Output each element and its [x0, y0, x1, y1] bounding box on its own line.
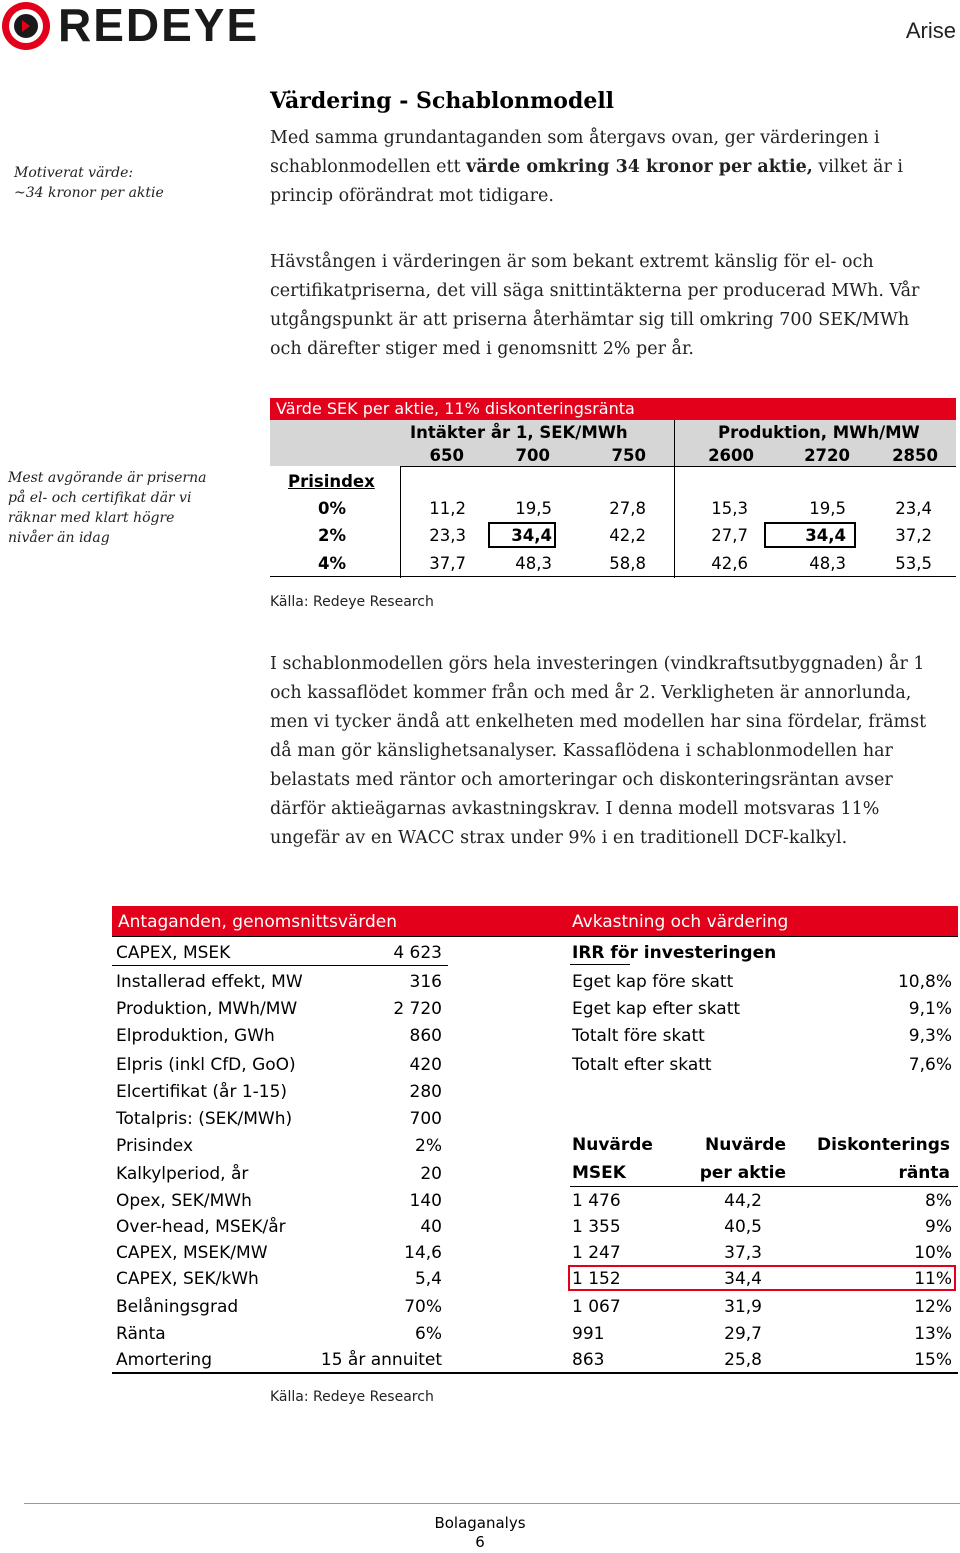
assumption-label: CAPEX, SEK/kWh	[116, 1269, 259, 1289]
table-title-right: Avkastning och värdering	[572, 912, 789, 932]
assumption-label: Ränta	[116, 1324, 166, 1344]
npv-cell: 1 152	[572, 1269, 621, 1289]
redeye-eye-icon	[0, 0, 52, 52]
assumption-value: 20	[420, 1164, 442, 1184]
table-cell: 58,8	[609, 554, 646, 573]
page-number: 6	[475, 1533, 485, 1551]
paragraph-line: certifikatpriserna, det vill säga snittintäkterna per producerad MWh. Vår	[270, 281, 920, 301]
paragraph-line: Med samma grundantaganden som återgavs ovan, ger värderingen i	[270, 128, 880, 148]
irr-title: IRR för investeringen	[572, 943, 777, 963]
paragraph-line: därför aktieägarnas avkastningskrav. I denna modell motsvaras 11%	[270, 799, 880, 819]
paragraph-line: då man gör känslighetsanalyser. Kassaflödena i schablonmodellen har	[270, 741, 893, 761]
npv-header: ränta	[898, 1163, 950, 1183]
npv-cell: 37,3	[724, 1243, 762, 1263]
table-cell: 27,8	[609, 499, 646, 518]
npv-cell: 11%	[914, 1269, 952, 1289]
divider	[112, 965, 448, 966]
npv-cell: 9%	[925, 1217, 952, 1237]
npv-cell: 40,5	[724, 1217, 762, 1237]
assumption-label: Opex, SEK/MWh	[116, 1191, 252, 1211]
header-shade	[270, 420, 400, 466]
assumption-label: Elcertifikat (år 1-15)	[116, 1082, 288, 1102]
company-name: Arise	[905, 18, 956, 43]
assumption-value: 140	[409, 1191, 442, 1211]
table-cell-highlight: 34,4	[511, 526, 552, 545]
table-cell: 42,2	[609, 526, 646, 545]
column-group-production: Produktion, MWh/MW	[718, 423, 920, 442]
assumption-value: 2%	[415, 1136, 442, 1156]
divider	[400, 466, 956, 467]
brand-name: REDEYE	[58, 0, 260, 51]
row-group-label: Prisindex	[288, 472, 375, 491]
assumption-label: Kalkylperiod, år	[116, 1164, 249, 1184]
table-cell: 19,5	[515, 499, 552, 518]
assumption-value: 860	[409, 1026, 442, 1046]
column-header: 700	[515, 446, 550, 465]
paragraph-line: och kassaflödet kommer från och med år 2. Verkligheten är annorlunda,	[270, 683, 912, 703]
table-cell: 42,6	[711, 554, 748, 573]
npv-header: MSEK	[572, 1163, 626, 1183]
npv-cell: 991	[572, 1324, 605, 1344]
npv-cell: 34,4	[724, 1269, 762, 1289]
paragraph-3	[270, 650, 950, 853]
divider	[570, 1186, 958, 1187]
npv-cell: 25,8	[724, 1350, 762, 1370]
assumption-label: Over-head, MSEK/år	[116, 1217, 286, 1237]
table-cell: 23,4	[895, 499, 932, 518]
table-bottom-rule	[270, 576, 956, 577]
paragraph-line: men vi tycker ändå att enkelheten med modellen har sina fördelar, främst	[270, 712, 927, 732]
text-run: vilket är i	[812, 157, 904, 177]
paragraph-line: princip oförändrat mot tidigare.	[270, 186, 554, 206]
footer-rule	[24, 1503, 960, 1504]
column-header: 2720	[804, 446, 850, 465]
table-cell: 48,3	[809, 554, 846, 573]
assumption-label: Elproduktion, GWh	[116, 1026, 275, 1046]
valuation-sensitivity-table	[270, 398, 956, 578]
side-note-line: ~34 kronor per aktie	[14, 185, 164, 201]
table-cell: 53,5	[895, 554, 932, 573]
table-title-left: Antaganden, genomsnittsvärden	[118, 912, 398, 932]
side-note-prices	[8, 468, 206, 548]
side-note-line: på el- och certifikat där vi	[8, 490, 192, 506]
column-header: 2850	[892, 446, 938, 465]
row-label: 4%	[318, 554, 347, 573]
table-cell: 27,7	[711, 526, 748, 545]
paragraph-line: Hävstången i värderingen är som bekant extremt känslig för el- och	[270, 252, 874, 272]
irr-label: Totalt efter skatt	[572, 1055, 712, 1075]
table-cell: 37,2	[895, 526, 932, 545]
paragraph-line: utgångspunkt är att priserna återhämtar sig till omkring 700 SEK/MWh	[270, 310, 910, 330]
paragraph-line: ungefär av en WACC strax under 9% i en traditionell DCF-kalkyl.	[270, 828, 848, 848]
npv-header: Nuvärde	[572, 1135, 653, 1155]
npv-cell: 1 476	[572, 1191, 621, 1211]
assumption-label: Belåningsgrad	[116, 1297, 239, 1317]
assumption-value: 5,4	[414, 1269, 442, 1289]
npv-cell: 15%	[914, 1350, 952, 1370]
table-cell-highlight: 34,4	[805, 526, 846, 545]
table-cell: 19,5	[809, 499, 846, 518]
divider	[674, 420, 675, 578]
npv-cell: 10%	[914, 1243, 952, 1263]
side-note-line: räknar med klart högre	[8, 510, 175, 526]
column-header: 750	[611, 446, 646, 465]
assumption-value: 15 år annuitet	[320, 1350, 442, 1370]
table-cell: 23,3	[429, 526, 466, 545]
assumption-label: CAPEX, MSEK	[116, 943, 231, 963]
redeye-logo	[0, 0, 270, 52]
table-title: Värde SEK per aktie, 11% diskonteringsränta	[270, 398, 956, 420]
row-label: 2%	[318, 526, 347, 545]
section-title: Värdering - Schablonmodell	[270, 88, 615, 114]
side-note-line: Mest avgörande är priserna	[8, 470, 207, 486]
divider	[112, 936, 958, 937]
irr-value: 7,6%	[908, 1055, 952, 1075]
assumption-value: 4 623	[393, 943, 442, 963]
side-note-line: Motiverat värde:	[14, 165, 134, 181]
npv-cell: 31,9	[724, 1297, 762, 1317]
paragraph-line: och därefter stiger med i genomsnitt 2% per år.	[270, 339, 694, 359]
paragraph-1	[270, 124, 950, 211]
side-note-line: nivåer än idag	[8, 530, 110, 546]
assumption-value: 420	[409, 1055, 442, 1075]
assumption-label: Produktion, MWh/MW	[116, 999, 298, 1019]
assumptions-valuation-table	[112, 906, 958, 1376]
table-bottom-rule	[112, 1372, 958, 1374]
column-header: 650	[429, 446, 464, 465]
assumption-value: 700	[409, 1109, 442, 1129]
assumption-label: Installerad effekt, MW	[116, 972, 303, 992]
irr-value: 10,8%	[897, 972, 952, 992]
npv-header: per aktie	[699, 1163, 786, 1183]
assumption-label: CAPEX, MSEK/MW	[116, 1243, 268, 1263]
divider	[570, 964, 630, 965]
paragraph-line: I schablonmodellen görs hela investeringen (vindkraftsutbyggnaden) år 1	[270, 654, 925, 674]
assumption-value: 14,6	[404, 1243, 442, 1263]
npv-cell: 1 355	[572, 1217, 621, 1237]
column-group-revenue: Intäkter år 1, SEK/MWh	[410, 423, 628, 442]
irr-value: 9,3%	[908, 1026, 952, 1046]
paragraph-2	[270, 248, 950, 364]
footer-label: Bolaganalys	[434, 1514, 526, 1532]
irr-label: Eget kap efter skatt	[572, 999, 741, 1019]
table2-source: Källa: Redeye Research	[270, 1389, 434, 1405]
npv-header: Diskonterings	[817, 1135, 950, 1155]
column-header: 2600	[708, 446, 754, 465]
irr-label: Eget kap före skatt	[572, 972, 734, 992]
assumption-value: 280	[409, 1082, 442, 1102]
npv-header: Nuvärde	[705, 1135, 786, 1155]
assumption-value: 6%	[415, 1324, 442, 1344]
assumption-value: 316	[409, 972, 442, 992]
npv-cell: 13%	[914, 1324, 952, 1344]
npv-cell: 863	[572, 1350, 605, 1370]
side-note-valuation	[14, 163, 164, 203]
npv-cell: 1 067	[572, 1297, 621, 1317]
assumption-value: 40	[420, 1217, 442, 1237]
npv-cell: 1 247	[572, 1243, 621, 1263]
text-run-bold: värde omkring 34 kronor per aktie,	[466, 157, 813, 177]
table-cell: 11,2	[429, 499, 466, 518]
paragraph-line: belastats med räntor och amorteringar och diskonteringsräntan avser	[270, 770, 893, 790]
table-cell: 15,3	[711, 499, 748, 518]
irr-label: Totalt före skatt	[572, 1026, 705, 1046]
assumption-value: 70%	[404, 1297, 442, 1317]
assumption-label: Prisindex	[116, 1136, 194, 1156]
row-label: 0%	[318, 499, 347, 518]
irr-value: 9,1%	[908, 999, 952, 1019]
assumption-value: 2 720	[393, 999, 442, 1019]
table-cell: 37,7	[429, 554, 466, 573]
assumption-label: Totalpris: (SEK/MWh)	[116, 1109, 293, 1129]
assumption-label: Elpris (inkl CfD, GoO)	[116, 1055, 296, 1075]
npv-cell: 44,2	[724, 1191, 762, 1211]
table-cell: 48,3	[515, 554, 552, 573]
table1-source: Källa: Redeye Research	[270, 594, 434, 610]
npv-cell: 8%	[925, 1191, 952, 1211]
npv-cell: 12%	[914, 1297, 952, 1317]
npv-cell: 29,7	[724, 1324, 762, 1344]
text-run: schablonmodellen ett	[270, 157, 467, 177]
assumption-label: Amortering	[116, 1350, 212, 1370]
paragraph-line	[270, 153, 950, 182]
